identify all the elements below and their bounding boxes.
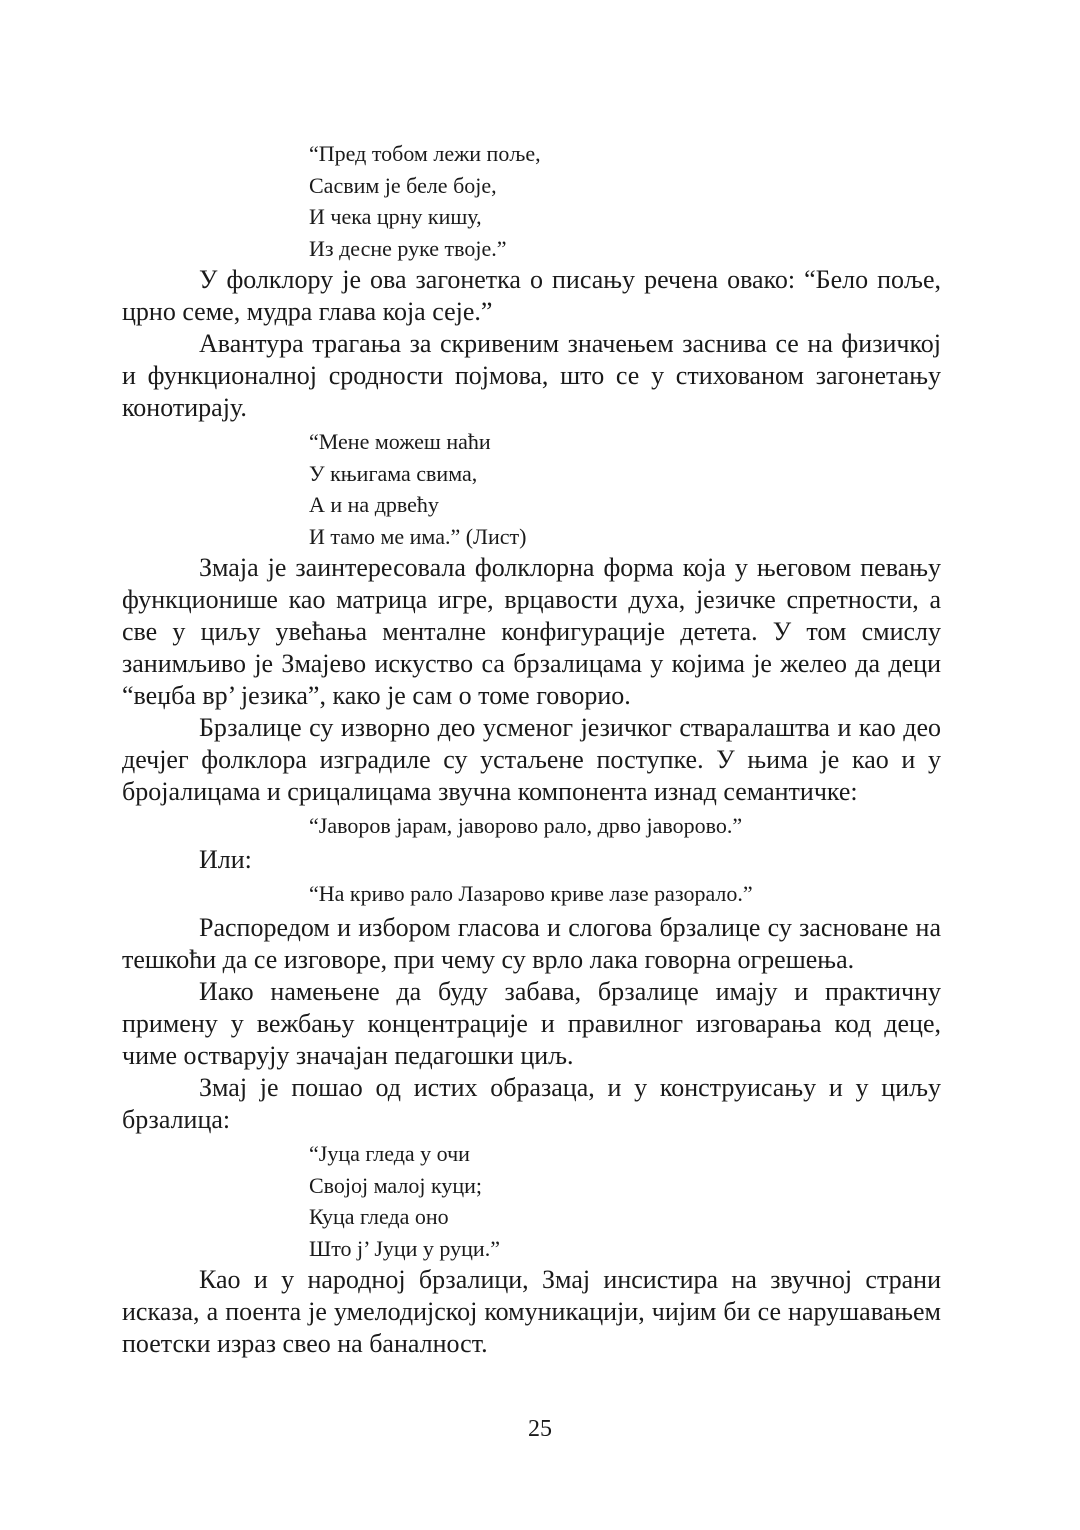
paragraph-zmaj-folklore: Змаја је заинтересовала фолклорна форма која у његовом певању функционише као матрица игре, врцавости духа, језичке спретности, а све у циљу увећања менталне конфигурације детета. У том смислу занимљиво је Змајево искуство са брзалицама у којима је желео да деци “веџба вр’ језика”, како је сам о томе говорио. <box>122 553 941 710</box>
paragraph-folklore-riddle: У фолклору је ова загонетка о писању речена овако: “Бело поље, црно семе, мудра глава која сеје.” <box>122 265 941 326</box>
page-number: 25 <box>528 1416 552 1442</box>
verse-line: “Мене можеш наћи <box>309 429 491 454</box>
verse-line: “Јуца гледа у очи <box>309 1141 470 1166</box>
verse-juca <box>309 1138 941 1264</box>
paragraph-conclusion: Као и у народној брзалици, Змај инсистира на звучној страни исказа, а поента је умелодијској комуникацији, чијим би се нарушавањем поетски израз свео на баналност. <box>122 1265 941 1358</box>
quote-tongue-twister-2: “На криво рало Лазарово криве лазе разорало.” <box>309 881 753 906</box>
paragraph-zmaj-patterns: Змај је пошао од истих образаца, и у конструисању и у циљу брзалица: <box>122 1073 941 1134</box>
verse-line: Сасвим је беле боје, <box>309 172 497 198</box>
verse-line: Куца гледа оно <box>309 1204 449 1229</box>
quote-tongue-twister-1: “Јаворов јарам, јаворово рало, дрво јаворово.” <box>309 813 743 838</box>
verse-line: Својој малој куци; <box>309 1172 482 1198</box>
verse-line: А и на дрвећу <box>309 492 439 517</box>
verse-line: “Пред тобом лежи поље, <box>309 141 541 166</box>
verse-riddle-writing <box>309 138 941 264</box>
paragraph-tongue-twisters: Брзалице су изворно део усменог језичког стваралаштва и као део дечјег фолклора изградиле су устаљене поступке. У њима је као и у бројалицама и срицалицама звучна компонента изнад семантичке: <box>122 713 941 806</box>
verse-riddle-leaf <box>309 426 941 552</box>
verse-line: У књигама свима, <box>309 460 478 486</box>
paragraph-or: Или: <box>199 845 252 874</box>
paragraph-adventure: Авантура трагања за скривеним значењем заснива се на физичкој и функционалној сродности појмова, што се у стихованом загонетању конотирају. <box>122 329 941 422</box>
paragraph-purpose: Иако намењене да буду забава, брзалице имају и практичну примену у вежбању концентрације и правилног изговарања код деце, чиме остварују значајан педагошки циљ. <box>122 977 941 1070</box>
verse-line: Што ј’ Јуци у руци.” <box>309 1235 500 1261</box>
page-body <box>122 138 941 1360</box>
verse-line: И чека црну кишу, <box>309 204 482 229</box>
verse-line: И тамо ме има.” (Лист) <box>309 523 527 549</box>
paragraph-arrangement: Распоредом и избором гласова и слогова брзалице су засноване на тешкоћи да се изговоре, при чему су врло лака говорна огрешења. <box>122 913 941 974</box>
verse-line: Из десне руке твоје.” <box>309 235 507 261</box>
